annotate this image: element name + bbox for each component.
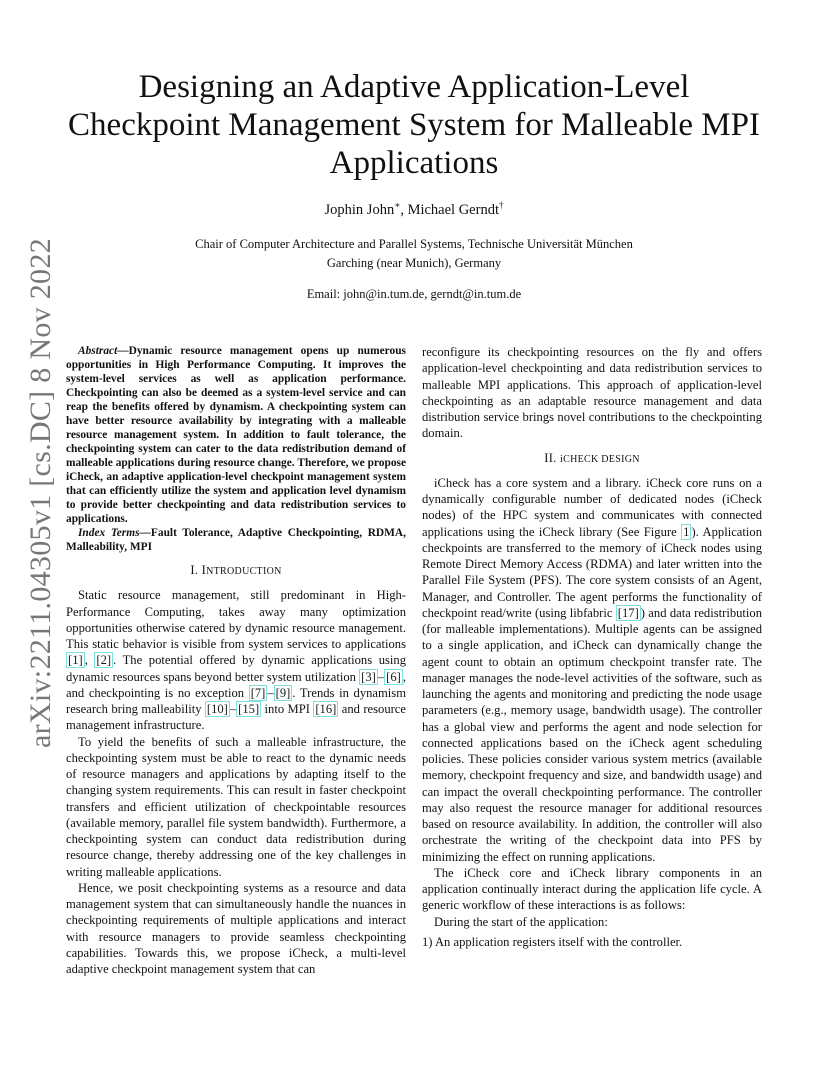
index-terms-label: Index Terms xyxy=(78,527,140,539)
title-line: Checkpoint Management System for Malleable MPI xyxy=(68,107,760,143)
title-line: Applications xyxy=(329,145,499,181)
paragraph-text: . The potential offered by dynamic applications using dynamic resources spans beyond better system utilization xyxy=(66,653,406,684)
affiliation-line: Garching (near Munich), Germany xyxy=(326,256,502,270)
affiliation-mark: ∗ xyxy=(394,200,401,210)
author-email: Email: john@in.tum.de, gerndt@in.tum.de xyxy=(306,287,522,301)
section-number: II. xyxy=(544,450,561,465)
section-number: I. xyxy=(190,563,202,577)
citation-link[interactable]: [17] xyxy=(617,605,639,620)
figure-link[interactable]: 1 xyxy=(683,524,690,539)
arxiv-identifier: arXiv:2211.04305v1 [cs.DC] 8 Nov 2022 xyxy=(24,238,57,748)
citation-link[interactable]: [7] xyxy=(250,685,266,700)
section-title: iCHECK DESIGN xyxy=(560,453,640,465)
list-item: 1) An application registers itself with the controller. xyxy=(422,934,683,949)
paragraph-text: ). Application checkpoints are transferred to the memory of iCheck nodes using Remote Direct Memory Access (RDMA) and later written into the Parallel File System (PFS). The core system consists of an Agent, Manager, and Controller. The agent performs the functionality of checkpoint read/write (using libfabric xyxy=(422,524,762,620)
paragraph-text: and resource management infrastructure. xyxy=(66,702,406,733)
author-name: Jophin John xyxy=(324,201,395,218)
citation-link[interactable]: [16] xyxy=(315,702,337,716)
paragraph: Hence, we posit checkpointing systems as a resource and data management system that can simultaneously handle the nuances in checkpointing requirements of multiple applications and interact with resource managers to provide seamless checkpointing capabilities. Towards this, we propose iCheck, a multi-level adaptive checkpoint management system that can xyxy=(66,880,406,976)
citation-link[interactable]: [10] xyxy=(206,702,228,716)
author-name: Michael Gerndt xyxy=(407,201,499,218)
abstract-text: —Dynamic resource management opens up numerous opportunities in High Performance Computing. It improves the system-level services as well as application performance. Checkpointing can also be deemed as a system-level service and can reap the benefits offered by dynamism. A checkpointing system can have better resource availability by integrating with a malleable resource management system. In addition to fault tolerance, the checkpointing system can cater to the data redistribution demand of malleable applications during resource change. Therefore, we propose iCheck, an adaptive application-level checkpoint management system that can efficiently utilize the system and application level dynamism to provide better checkpointing and data redistribution services to applications. xyxy=(66,345,406,525)
paragraph-text: Static resource management, still predominant in High-Performance Computing, takes away many optimization opportunities otherwise catered by dynamic resource management. This static behavior is visible from system services to applications xyxy=(66,588,406,651)
paragraph xyxy=(422,475,762,865)
paragraph xyxy=(66,587,406,733)
paragraph-text: into MPI xyxy=(261,702,314,716)
citation-link[interactable]: [6] xyxy=(386,669,401,684)
citation-link[interactable]: [15] xyxy=(238,702,260,716)
paragraph-text: – xyxy=(267,685,274,700)
section-title-cap: I xyxy=(201,563,207,577)
affiliation xyxy=(40,235,788,273)
citation-link[interactable]: [2] xyxy=(96,653,112,668)
citation-link[interactable]: [3] xyxy=(361,669,376,684)
author-separator: , xyxy=(400,201,408,218)
paragraph: reconfigure its checkpointing resources on the fly and offers application-level checkpointing and data redistribution services to malleable MPI applications. This approach of application-level checkpointing as an adaptable resource management and data distribution service brings novel contributions to the checkpointing domain. xyxy=(422,345,762,441)
left-column xyxy=(66,344,406,977)
index-terms xyxy=(66,526,406,554)
paper-title xyxy=(40,68,788,182)
author-list xyxy=(40,200,788,219)
paragraph-text: iCheck has a core system and a library. iCheck core runs on a dynamically configurable number of dedicated nodes (iCheck nodes) of the HPC system and communicates with connected applications using the iCheck library (See Figure xyxy=(422,475,762,539)
citation-link[interactable]: [1] xyxy=(68,653,83,668)
affiliation-line: Chair of Computer Architecture and Parallel Systems, Technische Universität München xyxy=(195,237,633,251)
paragraph-text: – xyxy=(377,669,385,684)
section-heading xyxy=(422,450,762,468)
paragraph-text: , and checkpointing is no exception xyxy=(66,669,406,700)
citation-link[interactable]: [9] xyxy=(275,685,291,700)
paragraph: The iCheck core and iCheck library components in an application continually interact during the application life cycle. A generic workflow of these interactions is as follows: xyxy=(422,865,762,913)
paragraph: During the start of the application: xyxy=(434,914,608,929)
paragraph-text: . Trends in dynamism research bring malleability xyxy=(66,685,406,716)
paragraph-text: – xyxy=(229,702,237,716)
abstract xyxy=(66,344,406,526)
section-title-rest: NTRODUCTION xyxy=(206,566,282,577)
title-line: Designing an Adaptive Application-Level xyxy=(138,69,690,105)
section-heading xyxy=(66,562,406,580)
index-terms-text: —Fault Tolerance, Adaptive Checkpointing, RDMA, Malleability, MPI xyxy=(66,527,406,553)
paragraph: To yield the benefits of such a malleable infrastructure, the checkpointing system must be able to react to the dynamic needs of resource managers and applications by adapting itself to the changing system requirements. This can result in faster checkpoint transfers and efficient utilization of checkpointable resources (available memory, parallel file system bandwidth). Furthermore, a checkpointing system can conduct data redistribution during resource change, thereby addressing one of the key challenges in writing malleable applications. xyxy=(66,734,406,879)
paragraph-text: , xyxy=(84,653,95,668)
right-column xyxy=(422,344,762,950)
affiliation-mark: † xyxy=(498,200,504,210)
abstract-label: Abstract xyxy=(78,345,118,357)
paragraph-text: ) and data redistribution (for malleable implementations). Multiple agents can be assigned to a single application, and iCheck can dynamically change the agent count to obtain an optimum checkpoint transfer rate. The manager manages the node-level activities of the software, such as launching the agents and monitoring and predicting the node usage parameters (e.g., memory usage, bandwidth usage). The controller has a global view and performs the agent and node selection for connected applications based on the iCheck agent scheduling policies. These policies consider various system metrics (available memory, checkpoint frequency and size, and bandwidth usage) and can impact the overall checkpointing performance. The controller may also request the resource manager for additional resources based on resource availability. In addition, the controller will also orchestrate the writing of the checkpoint data into PFS by minimizing the effect on running applications. xyxy=(422,605,762,864)
